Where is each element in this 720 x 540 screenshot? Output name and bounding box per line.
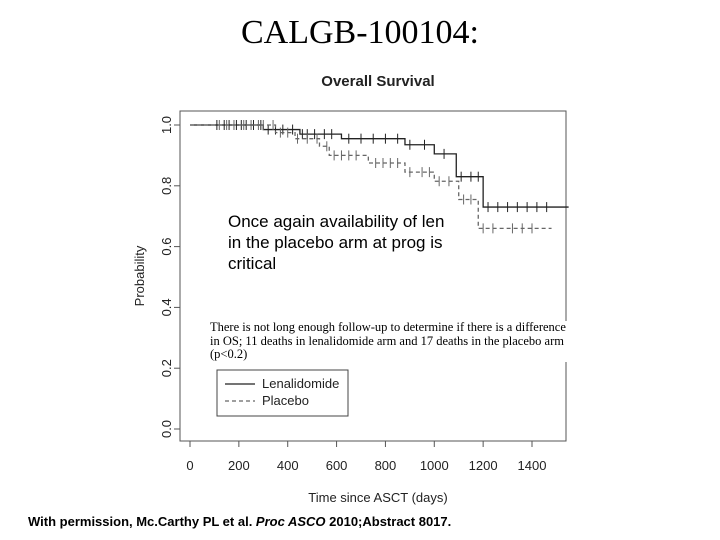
chart-title: Overall Survival <box>321 73 435 90</box>
x-tick-label: 1200 <box>468 458 498 473</box>
series-line-lenalidomide <box>190 125 569 207</box>
y-tick-label: 1.0 <box>159 115 174 135</box>
y-tick-label: 0.8 <box>159 176 174 195</box>
x-tick-label: 0 <box>186 458 194 473</box>
citation-footer <box>28 514 708 529</box>
axis-ticks <box>159 116 546 473</box>
x-tick-label: 1000 <box>419 458 449 473</box>
x-tick-label: 200 <box>228 458 250 473</box>
follow-up-note: There is not long enough follow-up to determine if there is a difference in OS; 11 deaths in lenalidomide arm and 17 deaths in the placebo arm (p<0.2) <box>210 321 570 362</box>
callout-text: Once again availability of len in the placebo arm at prog is critical <box>228 211 448 274</box>
y-tick-label: 0.0 <box>159 419 174 439</box>
x-axis-label: Time since ASCT (days) <box>308 490 448 505</box>
y-tick-label: 0.4 <box>159 298 174 317</box>
y-axis-label: Probability <box>132 245 147 307</box>
citation-journal: Proc ASCO <box>255 514 326 529</box>
legend-label-lenalidomide: Lenalidomide <box>262 376 340 391</box>
x-tick-label: 1400 <box>517 458 547 473</box>
y-tick-label: 0.6 <box>159 237 174 256</box>
y-tick-label: 0.2 <box>159 359 174 378</box>
citation-prefix: With permission, Mc.Carthy PL et al. <box>28 514 256 529</box>
legend <box>217 370 348 416</box>
citation-suffix: 2010;Abstract 8017. <box>325 514 452 529</box>
legend-label-placebo: Placebo <box>262 393 309 408</box>
slide-title: CALGB-100104: <box>241 14 479 51</box>
x-tick-label: 600 <box>325 458 348 473</box>
x-tick-label: 800 <box>374 458 397 473</box>
x-tick-label: 400 <box>276 458 299 473</box>
